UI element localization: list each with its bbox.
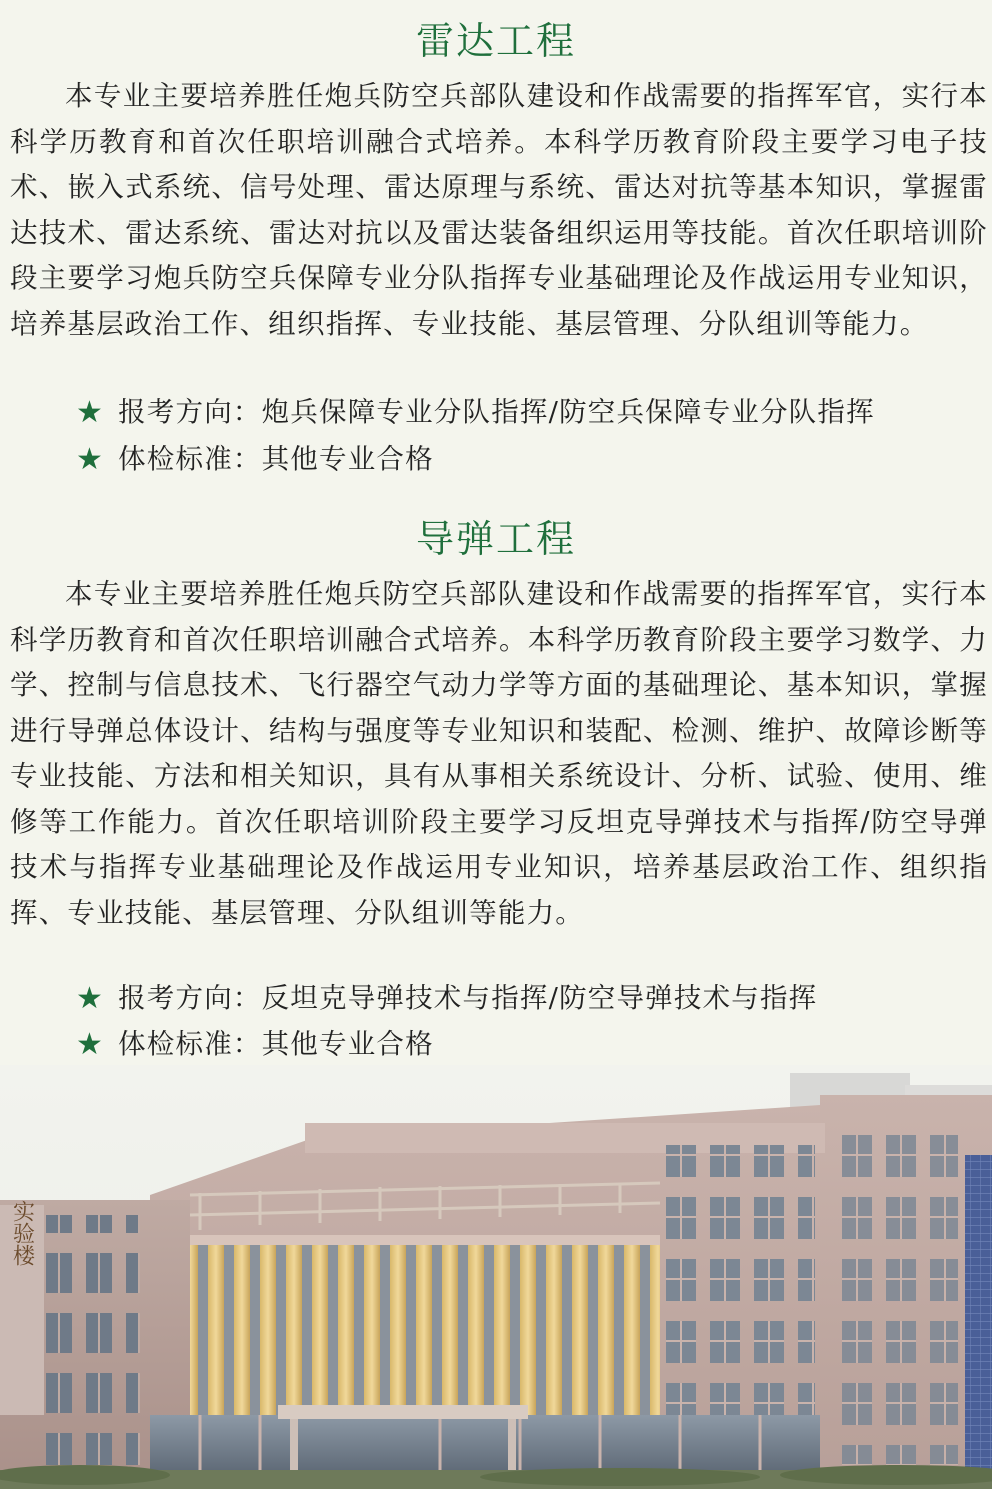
section-body: 本专业主要培养胜任炮兵防空兵部队建设和作战需要的指挥军官，实行本科学历教育和首次任职培训融合式培养。本科学历教育阶段主要学习电子技术、嵌入式系统、信号处理、雷达原理与系统、雷达对抗等基本知识，掌握雷达技术、雷达系统、雷达对抗以及雷达装备组织运用等技能。首次任职培训阶段主要学习炮兵防空兵保障专业分队指挥专业基础理论及作战运用专业知识，培养基层政治工作、组织指挥、专业技能、基层管理、分队组训等能力。 [10,80,988,340]
section-body: 本专业主要培养胜任炮兵防空兵部队建设和作战需要的指挥军官，实行本科学历教育和首次任职培训融合式培养。本科学历教育阶段主要学习数学、力学、控制与信息技术、飞行器空气动力学等方面的基础理论、基本知识，掌握进行导弹总体设计、结构与强度等专业知识和装配、检测、维护、故障诊断等专业技能、方法和相关知识，具有从事相关系统设计、分析、试验、使用、维修等工作能力。首次任职培训阶段主要学习反坦克导弹技术与指挥/防空导弹技术与指挥专业基础理论及作战运用专业知识，培养基层政治工作、组织指挥、专业技能、基层管理、分队组训等能力。 [10,578,988,929]
entrance-canopy [278,1405,528,1419]
building-sign-text: 实验楼 [9,1200,35,1266]
building-illustration [0,1065,992,1489]
bullet-item [76,439,434,480]
star-icon: ★ [76,442,105,477]
bullet-text: 报考方向：炮兵保障专业分队指挥/防空兵保障专业分队指挥 [118,396,875,428]
bullet-text: 体检标准：其他专业合格 [118,443,434,475]
star-icon: ★ [76,395,105,430]
bullet-item [76,1024,434,1065]
gold-fins [190,1245,660,1415]
section-title: 雷达工程 [415,19,576,63]
bullet-text: 报考方向：反坦克导弹技术与指挥/防空导弹技术与指挥 [118,982,818,1014]
building-photo [0,1065,992,1489]
glass-curtain-wall [965,1155,992,1489]
bullet-item [76,978,817,1019]
star-icon: ★ [76,981,105,1016]
bullet-item [76,392,875,433]
bullet-text: 体检标准：其他专业合格 [118,1028,434,1060]
section-title: 导弹工程 [415,517,576,561]
star-icon: ★ [76,1027,105,1062]
